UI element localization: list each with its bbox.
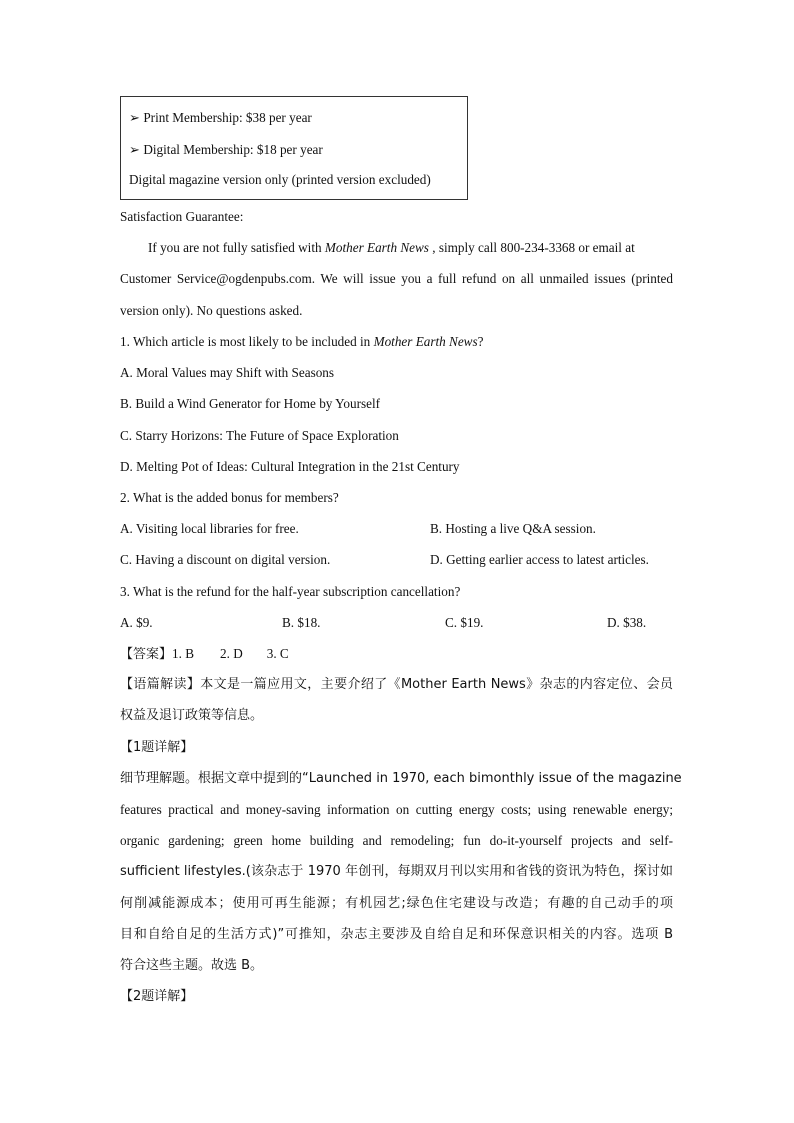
digital-membership: ➢ Digital Membership: $18 per year <box>129 142 323 157</box>
guarantee-heading: Satisfaction Guarantee: <box>120 209 244 224</box>
detail-1-line-1: 细节理解题。根据文章中提到的“Launched in 1970, each bimonthly issue of the magazine <box>120 771 682 786</box>
answer-label: 【答案】 <box>120 647 173 662</box>
detail-1-line-7: 符合这些主题。故选 B。 <box>120 958 264 973</box>
guarantee-line-2: Customer Service@ogdenpubs.com. We will issue you a full refund on all unmailed issues (printed <box>120 271 673 286</box>
detail-1-line-6: 目和自给自足的生活方式)”可推知，杂志主要涉及自给自足和环保意识相关的内容。选项 B <box>120 927 673 942</box>
question-3-option-d: D. $38. <box>607 615 647 630</box>
question-3-option-b: B. $18. <box>282 615 321 630</box>
guarantee-line-1: If you are not fully satisfied with Mother Earth News , simply call 800-234-3368 or email at <box>148 240 635 255</box>
reading-line-1: 【语篇解读】本文是一篇应用文，主要介绍了《Mother Earth News》杂志的内容定位、会员 <box>120 677 673 692</box>
digital-note: Digital magazine version only (printed version excluded) <box>129 172 431 187</box>
detail-1-heading: 【1题详解】 <box>120 740 194 755</box>
detail-2-heading: 【2题详解】 <box>120 989 194 1004</box>
question-2-option-c: C. Having a discount on digital version. <box>120 552 331 567</box>
question-2-option-b: B. Hosting a live Q&A session. <box>430 521 596 536</box>
question-1-option-d: D. Melting Pot of Ideas: Cultural Integration in the 21st Century <box>120 459 460 474</box>
question-1-stem: 1. Which article is most likely to be included in Mother Earth News? <box>120 334 484 349</box>
question-1-option-b: B. Build a Wind Generator for Home by Yourself <box>120 396 381 411</box>
question-3-option-c: C. $19. <box>445 615 484 630</box>
question-1-option-a: A. Moral Values may Shift with Seasons <box>120 365 335 380</box>
question-3-stem: 3. What is the refund for the half-year subscription cancellation? <box>120 584 461 599</box>
question-2-stem: 2. What is the added bonus for members? <box>120 490 339 505</box>
detail-1-line-5: 何削减能源成本；使用可再生能源；有机园艺;绿色住宅建设与改造；有趣的自己动手的项 <box>120 896 673 911</box>
question-3-option-a: A. $9. <box>120 615 153 630</box>
question-2-option-d: D. Getting earlier access to latest articles. <box>430 552 649 567</box>
print-membership: ➢ Print Membership: $38 per year <box>129 110 312 125</box>
detail-1-line-4: sufficient lifestyles.(该杂志于 1970 年创刊，每期双月刊以实用和省钱的资讯为特色，探讨如 <box>120 864 673 879</box>
detail-1-line-2: features practical and money-saving information on cutting energy costs; using renewable energy; <box>120 802 673 817</box>
detail-1-line-3: organic gardening; green home building and remodeling; fun do-it-yourself projects and self- <box>120 833 673 848</box>
answer-line: 【答案】1. B 2. D 3. C <box>120 646 289 662</box>
question-1-option-c: C. Starry Horizons: The Future of Space Exploration <box>120 428 399 443</box>
reading-line-2: 权益及退订政策等信息。 <box>120 708 264 723</box>
question-2-option-a: A. Visiting local libraries for free. <box>120 521 299 536</box>
guarantee-line-3: version only). No questions asked. <box>120 303 303 318</box>
